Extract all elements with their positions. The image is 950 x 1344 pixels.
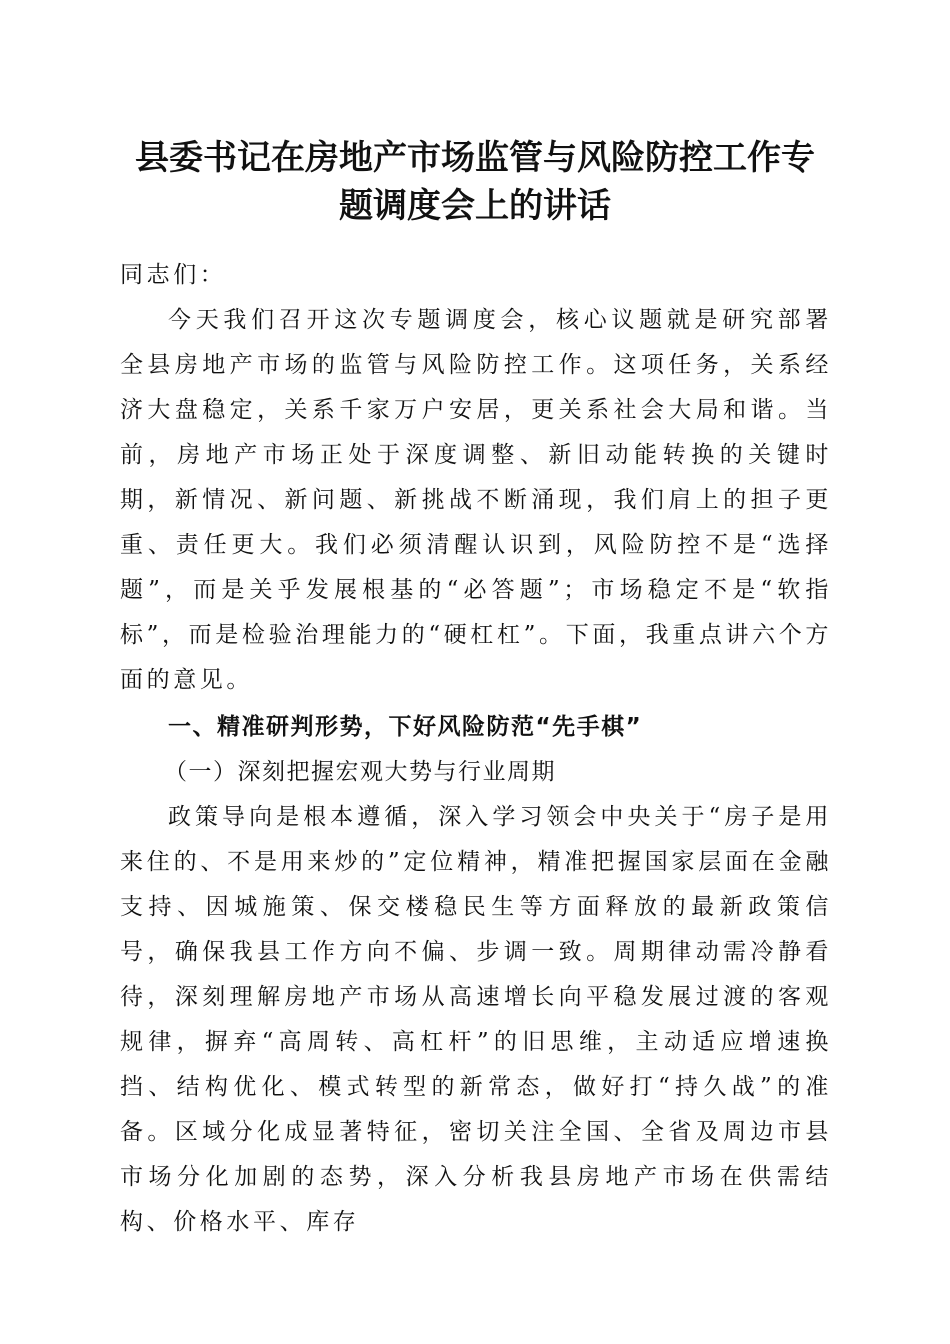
subsection-paragraph-1: 政策导向是根本遵循，深入学习领会中央关于“房子是用来住的、不是用来炒的”定位精神，精准把握国家层面在金融支持、因城施策、保交楼稳民生等方面释放的最新政策信号，确保我县工作方向不偏、步调一致。周期律动需冷静看待，深刻理解房地产市场从高速增长向平稳发展过渡的客观规律，摒弃“高周转、高杠杆”的旧思维，主动适应增速换挡、结构优化、模式转型的新常态，做好打“持久战”的准备。区域分化成显著特征，密切关注全国、全省及周边市县市场分化加剧的态势，深入分析我县房地产市场在供需结构、价格水平、库存 <box>120 804 832 1235</box>
intro-paragraph: 今天我们召开这次专题调度会，核心议题就是研究部署全县房地产市场的监管与风险防控工作。这项任务，关系经济大盘稳定，关系千家万户安居，更关系社会大局和谐。当前，房地产市场正处于深度调整、新旧动能转换的关键时期，新情况、新问题、新挑战不断涌现，我们肩上的担子更重、责任更大。我们必须清醒认识到，风险防控不是“选择题”，而是关乎发展根基的“必答题”；市场稳定不是“软指标”，而是检验治理能力的“硬杠杠”。下面，我重点讲六个方面的意见。 <box>120 307 832 693</box>
document-body <box>120 253 832 1245</box>
title-line-1: 县委书记在房地产市场监管与风险防控工作专 <box>135 138 815 178</box>
section-heading-1: 一、精准研判形势，下好风险防范“先手棋” <box>168 714 643 740</box>
subsection-heading-1: （一）深刻把握宏观大势与行业周期 <box>164 759 556 785</box>
document-title <box>100 134 850 230</box>
salutation: 同志们： <box>120 262 227 288</box>
title-line-2: 题调度会上的讲话 <box>339 186 611 226</box>
